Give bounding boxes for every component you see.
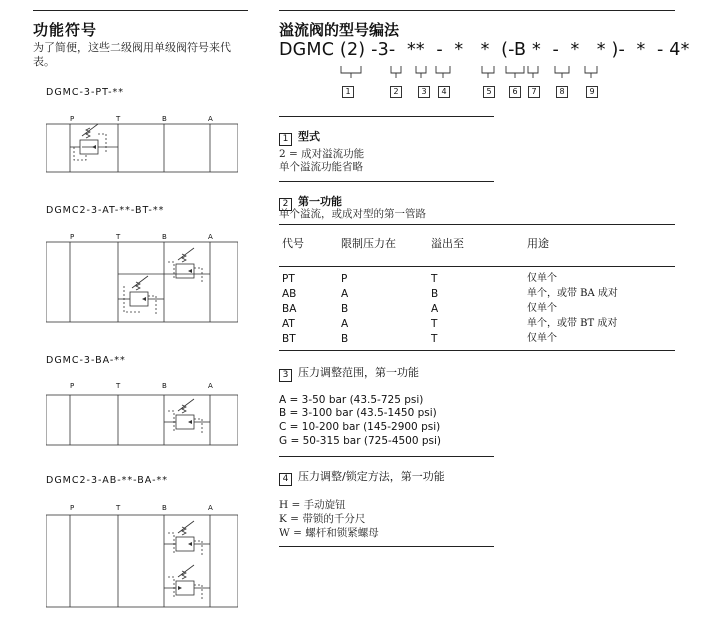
row-usage: 仅单个 [527,303,557,314]
port-label-a: A [208,504,213,512]
sec1-heading [279,128,320,146]
model-box-7: 7 [528,86,540,98]
model-code-string: DGMC (2) -3- ** - * * (-B * - * * )- * - 4* [279,40,690,60]
port-label-b: B [162,382,167,390]
model-box-6: 6 [509,86,521,98]
row-usage: 仅单个 [527,333,557,344]
sec4-number: 4 [279,473,292,486]
section-title-model-code: 溢流阀的型号编法 [279,21,400,39]
diagram-label-1: DGMC-3-PT-** [46,87,124,98]
row-usage: 仅单个 [527,273,557,284]
row-usage: 单个，或带 BT 成对 [527,318,618,329]
port-label-p: P [70,382,75,390]
model-box-5: 5 [483,86,495,98]
table-header-code: 代号 [282,237,304,250]
model-code-brackets [279,66,619,80]
row-limit: B [341,303,349,315]
port-label-b: B [162,504,167,512]
sec1-line-1: 2 = 成对溢流功能 [279,148,365,160]
row-code: BT [282,333,296,345]
port-label-p: P [70,504,75,512]
port-label-p: P [70,233,75,241]
row-relief: T [431,333,438,345]
sec3-line-2: B = 3-100 bar (43.5-1450 psi) [279,407,437,419]
port-label-t: T [116,115,121,123]
row-code: BA [282,303,297,315]
valve-symbol-pt [46,114,238,174]
table-header-limit: 限制压力在 [341,237,396,250]
sec4-title: 压力调整/锁定方法，第一功能 [298,470,445,483]
row-code: AT [282,318,295,330]
row-limit: B [341,333,349,345]
rule-sec2 [279,181,494,182]
sec1-line-2: 单个溢流功能省略 [279,161,363,173]
row-limit: A [341,318,349,330]
rule-sec4 [279,546,494,547]
rule-sec3 [279,456,494,457]
sec4-line-3: W = 螺杆和锁紧螺母 [279,527,379,539]
sec4-line-2: K = 带锁的千分尺 [279,513,366,525]
rule-sec1 [279,116,494,117]
sec3-number: 3 [279,369,292,382]
row-code: PT [282,273,295,285]
sec4-heading [279,468,445,486]
table-top-rule [279,224,675,225]
sec3-heading [279,364,419,382]
row-limit: A [341,288,349,300]
model-box-2: 2 [390,86,402,98]
row-relief: T [431,273,438,285]
sec2-description: 单个溢流，或成对型的第一管路 [279,208,426,220]
diagram-label-4: DGMC2-3-AB-**-BA-** [46,475,169,486]
row-usage: 单个，或带 BA 成对 [527,288,618,299]
table-header-relief: 溢出至 [431,237,464,250]
port-label-t: T [116,233,121,241]
model-box-9: 9 [586,86,598,98]
port-label-p: P [70,115,75,123]
table-header-usage: 用途 [527,237,549,250]
port-label-a: A [208,115,213,123]
top-rule-right [279,10,675,11]
row-code: AB [282,288,297,300]
sec4-line-1: H = 手动旋钮 [279,499,346,511]
row-relief: A [431,303,439,315]
sec2-title: 第一功能 [298,195,342,208]
diagram-label-2: DGMC2-3-AT-**-BT-** [46,205,165,216]
sec1-number: 1 [279,133,292,146]
symbols-intro: 为了简便，这些二级阀用单级阀符号来代表。 [33,41,231,68]
sec3-line-3: C = 10-200 bar (145-2900 psi) [279,421,441,433]
model-box-3: 3 [418,86,430,98]
sec1-title: 型式 [298,130,320,143]
row-relief: T [431,318,438,330]
table-bottom-rule [279,350,675,351]
port-label-a: A [208,382,213,390]
top-rule-left [33,10,248,11]
valve-symbol-at-bt [46,232,238,324]
sec3-title: 压力调整范围，第一功能 [298,366,419,379]
port-label-t: T [116,382,121,390]
port-label-b: B [162,115,167,123]
sec2-number: 2 [279,198,292,211]
sec3-line-1: A = 3-50 bar (43.5-725 psi) [279,394,424,406]
port-label-b: B [162,233,167,241]
port-label-a: A [208,233,213,241]
model-box-1: 1 [342,86,354,98]
section-title-symbols: 功能符号 [33,21,98,39]
table-header-rule [279,266,675,267]
model-box-4: 4 [438,86,450,98]
diagram-label-3: DGMC-3-BA-** [46,355,126,366]
model-box-8: 8 [556,86,568,98]
port-label-t: T [116,504,121,512]
row-relief: B [431,288,439,300]
valve-symbol-ab-ba [46,503,238,609]
row-limit: P [341,273,348,285]
sec3-line-4: G = 50-315 bar (725-4500 psi) [279,435,442,447]
valve-symbol-ba [46,381,238,447]
